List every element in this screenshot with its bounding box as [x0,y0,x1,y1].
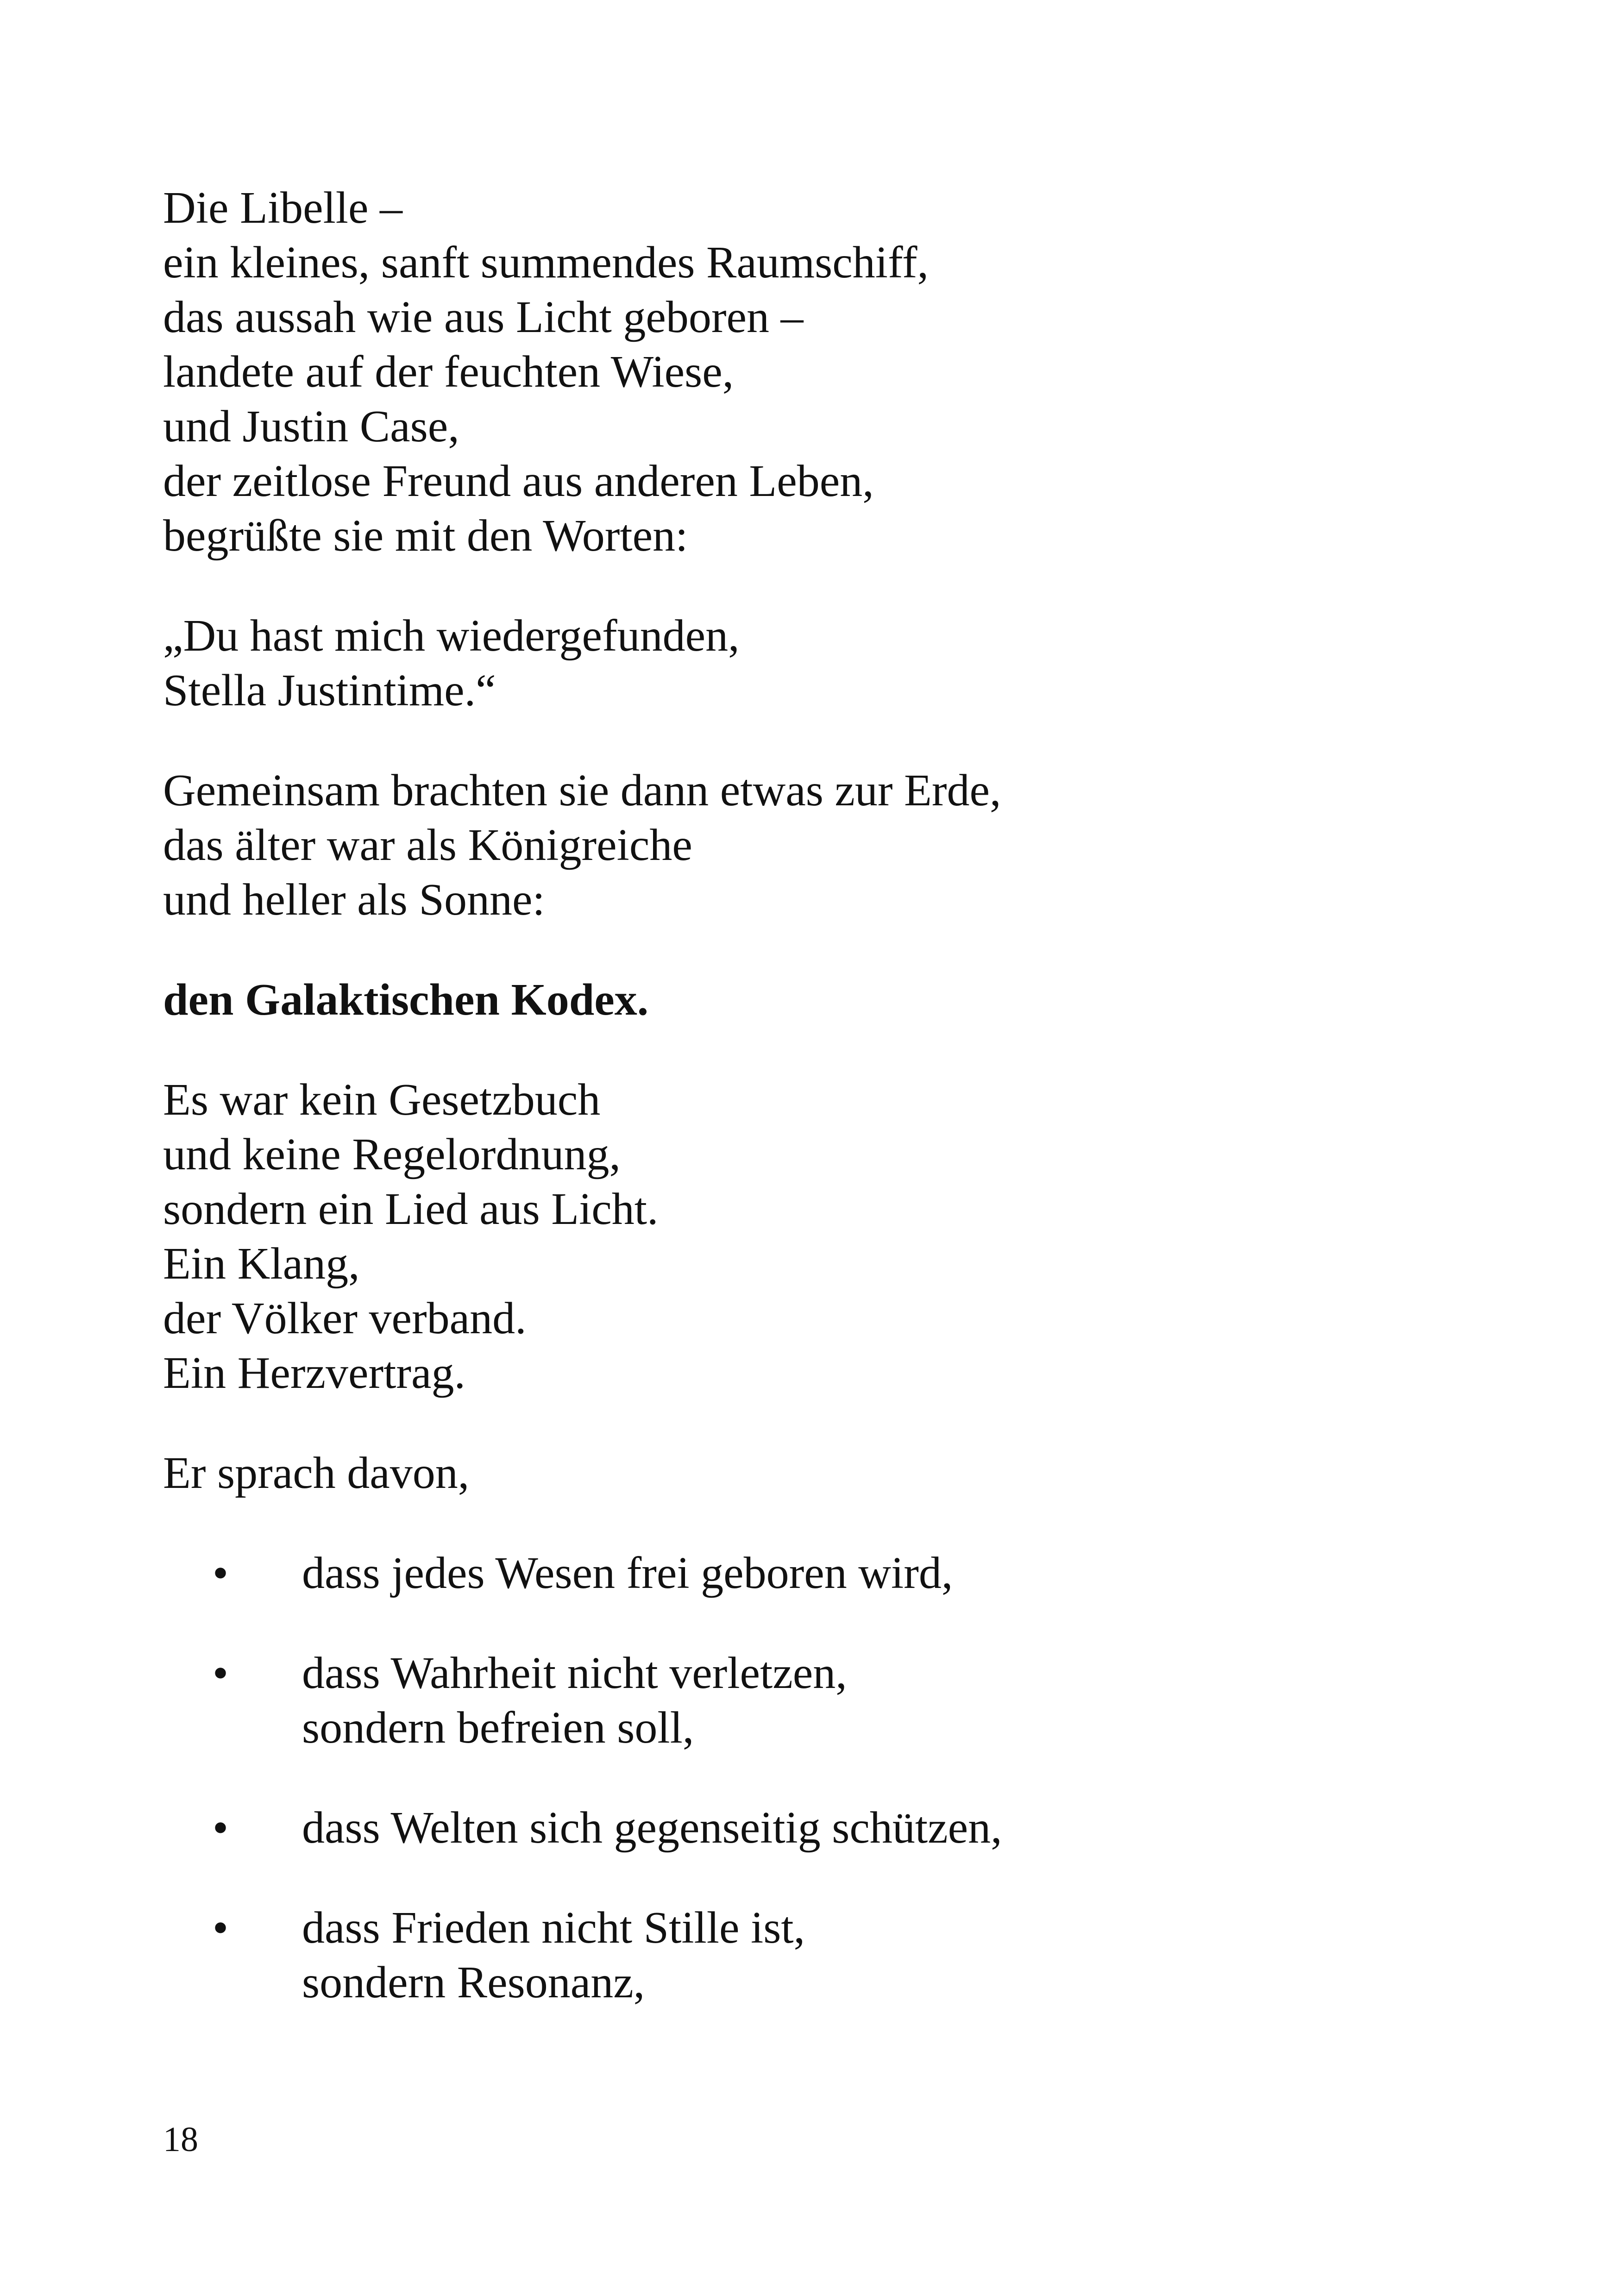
codex-bullet-list [163,1546,1506,2010]
list-item [163,1646,1506,1755]
poem-line: ein kleines, sanft summendes Raumschiff, [163,238,929,288]
codex-heading: den Galaktischen Kodex. [163,975,649,1025]
poem-line: und Justin Case, [163,401,459,452]
poem-line: begrüßte sie mit den Worten: [163,511,688,561]
poem-line: das älter war als Königreiche [163,820,692,870]
list-item [163,1800,1506,1855]
bullet-text: dass Wahrheit nicht verletzen, [302,1648,847,1698]
bullet-icon: • [212,1803,229,1853]
bullet-icon: • [212,1548,229,1598]
bullet-icon: • [212,1903,229,1953]
stanza-4 [163,1073,1506,1400]
poem-line: Ein Klang, [163,1239,360,1289]
poem-line: Ein Herzvertrag. [163,1348,465,1398]
page-number: 18 [163,2120,198,2159]
bullet-text: dass Welten sich gegenseitig schützen, [302,1803,1002,1853]
poem-line: das aussah wie aus Licht geboren – [163,292,804,342]
bullet-text: sondern Resonanz, [302,1957,645,2007]
intro-line [163,1446,1506,1500]
poem-line: und keine Regelordnung, [163,1129,621,1179]
poem-text [163,181,1506,2010]
stanza-2 [163,609,1506,718]
stanza-3 [163,763,1506,927]
list-item [163,1901,1506,2010]
bullet-text: dass Frieden nicht Stille ist, [302,1903,805,1953]
stanza-1 [163,181,1506,563]
poem-line: Er sprach davon, [163,1448,470,1498]
poem-line: Gemeinsam brachten sie dann etwas zur Erde, [163,765,1001,816]
bullet-icon: • [212,1648,229,1698]
list-item [163,1546,1506,1600]
poem-line: Es war kein Gesetzbuch [163,1075,601,1125]
poem-line: und heller als Sonne: [163,875,545,925]
bullet-text: dass jedes Wesen frei geboren wird, [302,1548,953,1598]
poem-line: sondern ein Lied aus Licht. [163,1184,659,1234]
poem-line: „Du hast mich wiedergefunden, [163,611,740,661]
poem-line: der Völker verband. [163,1293,527,1343]
bullet-text: sondern befreien soll, [302,1703,694,1753]
poem-line: landete auf der feuchten Wiese, [163,347,734,397]
poem-line: Stella Justintime.“ [163,665,496,715]
poem-line: Die Libelle – [163,183,403,233]
poem-line: der zeitlose Freund aus anderen Leben, [163,456,874,506]
